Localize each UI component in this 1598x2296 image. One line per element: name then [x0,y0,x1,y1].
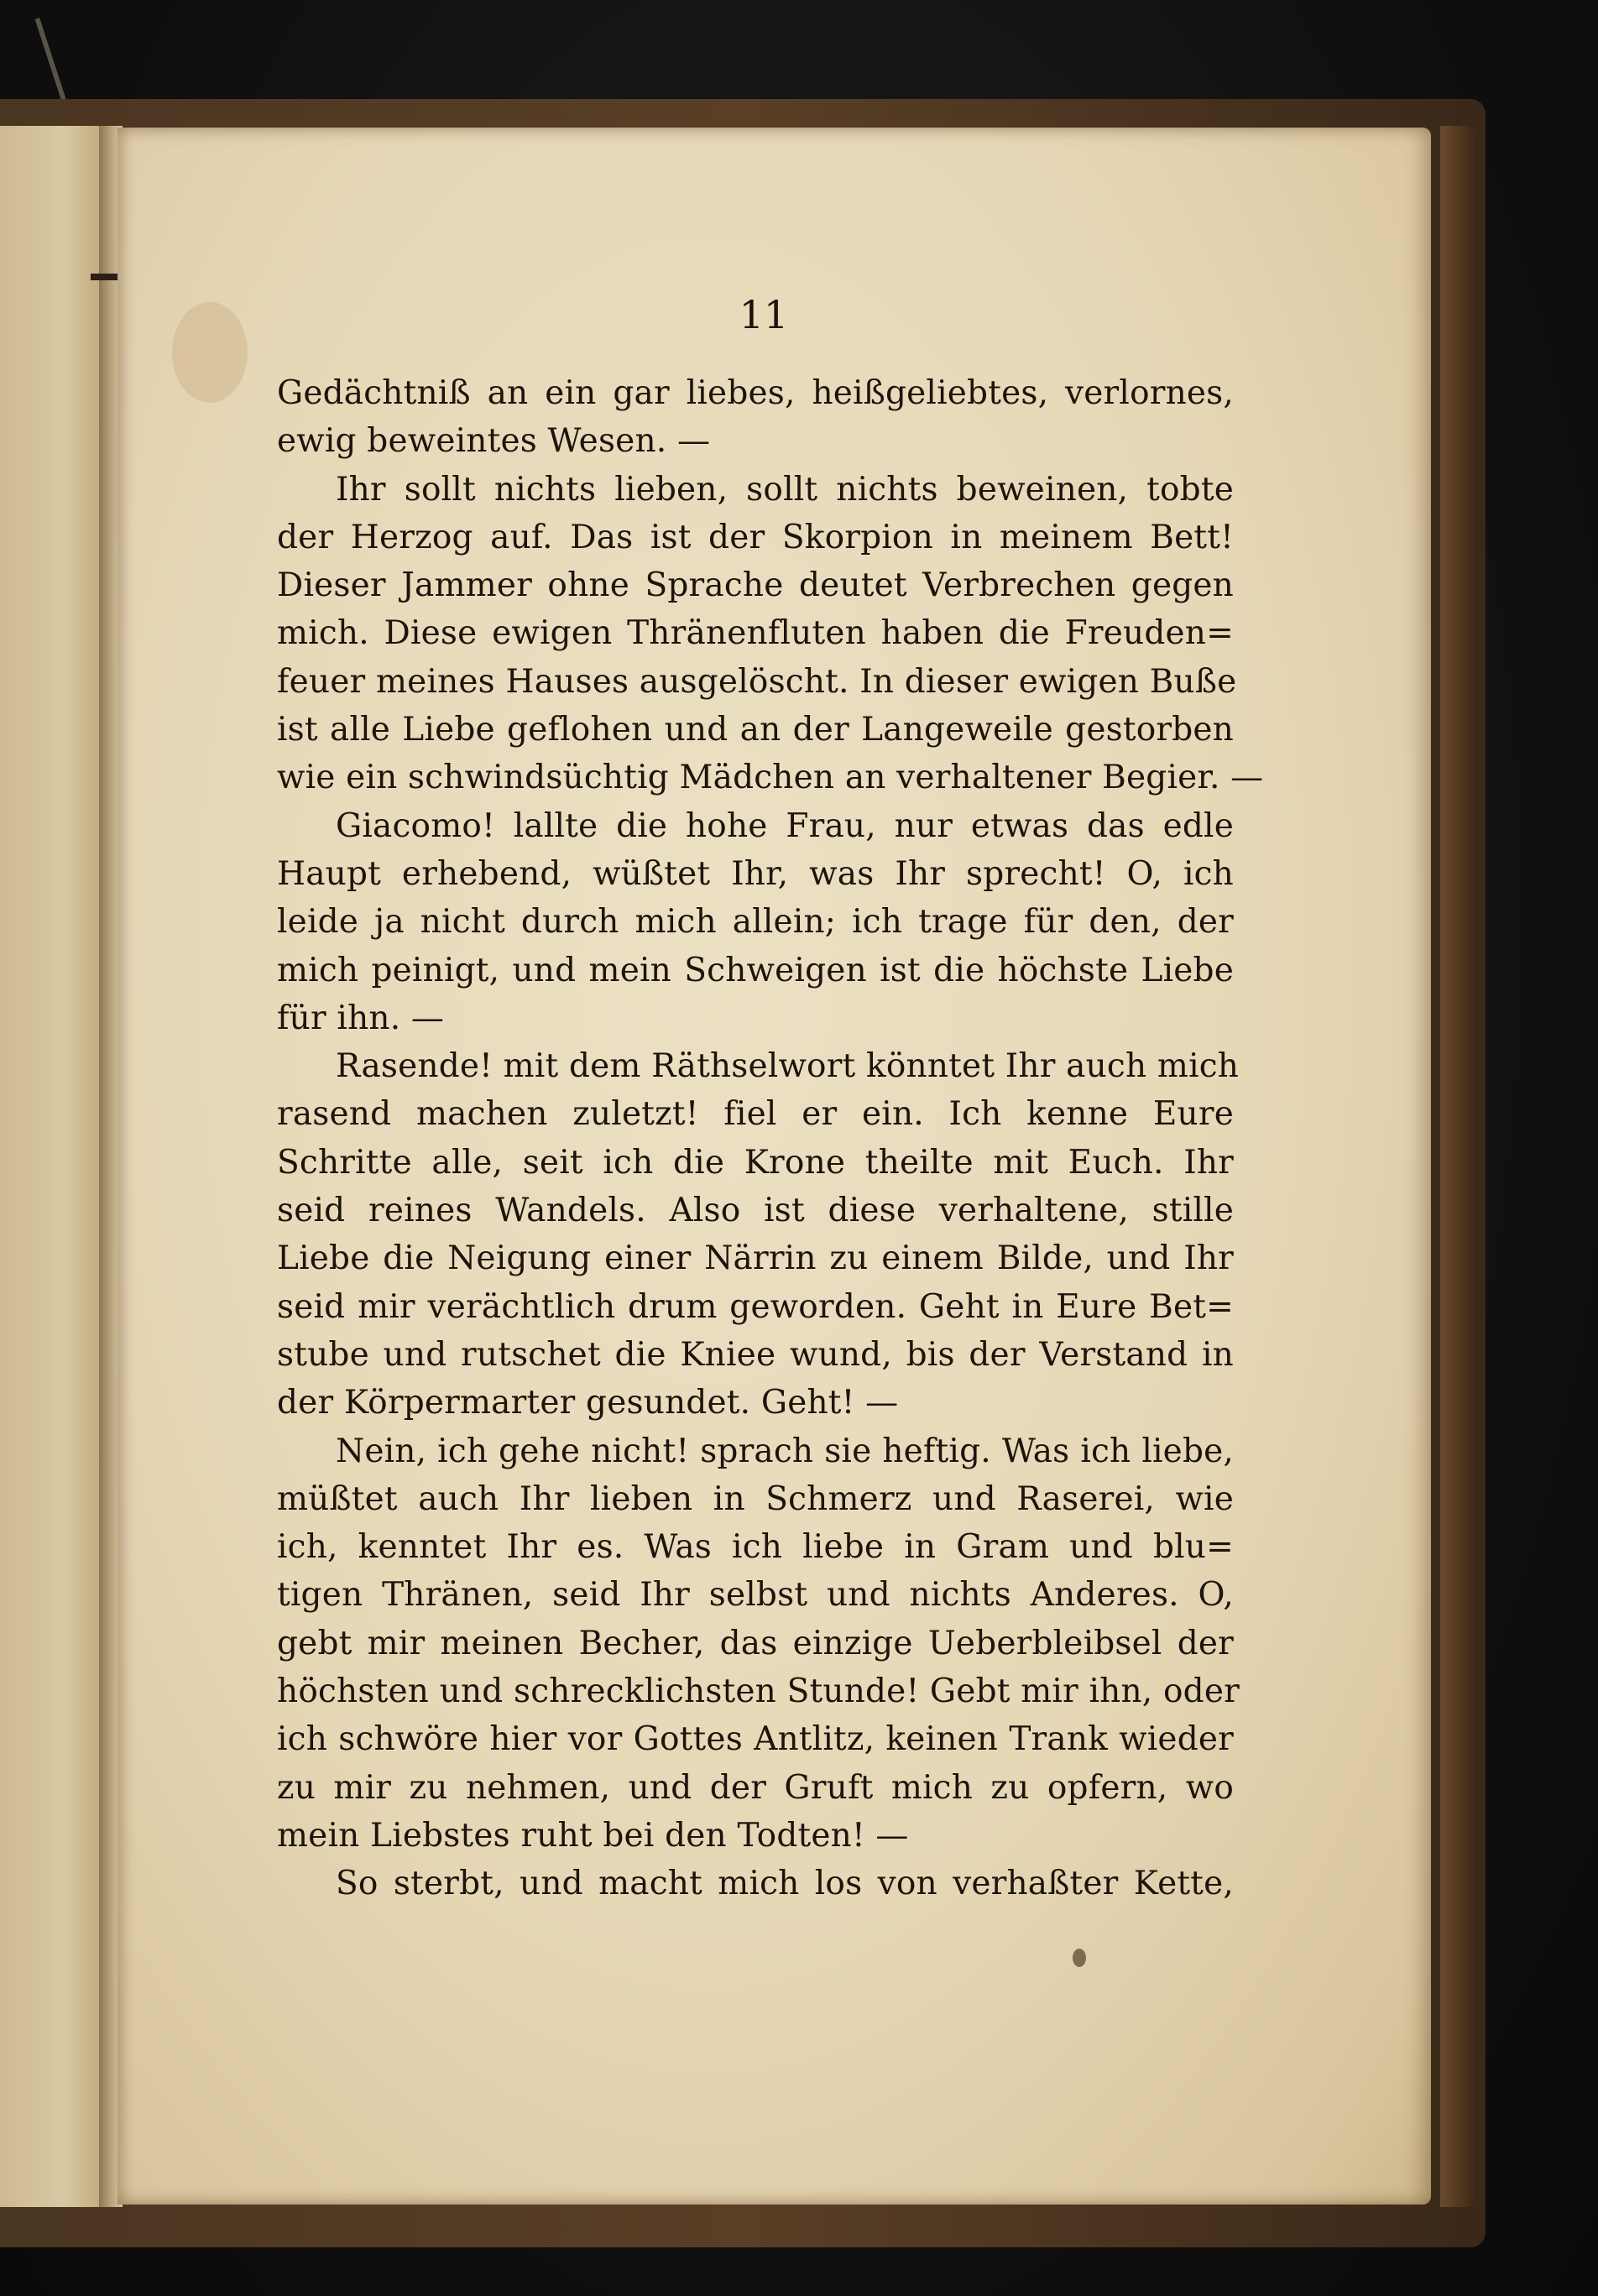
cover-edge [1440,126,1477,2207]
text-line: mich. Diese ewigen Thränenfluten haben die Freuden= [277,614,1234,653]
body-text [277,369,1264,1908]
page-number: 11 [739,292,789,337]
text-line: gebt mir meinen Becher, das einzige Ueberbleibsel der [277,1624,1234,1662]
text-line: Gedächtniß an ein gar liebes, heißgeliebtes, verlornes, [277,374,1234,412]
text-line: Giacomo! lallte die hohe Frau, nur etwas das edle [336,806,1234,845]
text-line: wie ein schwindsüchtig Mädchen an verhaltener Begier. — [277,759,1264,797]
text-line: mein Liebstes ruht bei den Todten! — [277,1816,909,1855]
text-line: ich schwöre hier vor Gottes Antlitz, keinen Trank wieder [277,1720,1234,1759]
text-line: Ihr sollt nichts lieben, sollt nichts beweinen, tobte [336,470,1234,509]
text-line: Haupt erhebend, wüßtet Ihr, was Ihr sprecht! O, ich [277,854,1234,893]
text-line: Dieser Jammer ohne Sprache deutet Verbrechen gegen [277,566,1234,605]
text-line: ich, kenntet Ihr es. Was ich liebe in Gram und blu= [277,1528,1234,1567]
text-line: ist alle Liebe geflohen und an der Langeweile gestorben [277,711,1234,749]
text-line: müßtet auch Ihr lieben in Schmerz und Raserei, wie [277,1479,1234,1518]
ink-spot [1073,1949,1086,1967]
text-line: feuer meines Hauses ausgelöscht. In dieser ewigen Buße [277,662,1237,701]
text-line: zu mir zu nehmen, und der Gruft mich zu opfern, wo [277,1768,1234,1807]
text-line: der Herzog auf. Das ist der Skorpion in meinem Bett! [277,518,1234,556]
text-line: leide ja nicht durch mich allein; ich trage für den, der [277,903,1234,942]
text-line: seid mir verächtlich drum geworden. Geht in Eure Bet= [277,1287,1234,1326]
text-line: der Körpermarter gesundet. Geht! — [277,1384,899,1422]
text-line: Liebe die Neigung einer Närrin zu einem Bilde, und Ihr [277,1239,1234,1278]
text-line: stube und rutschet die Kniee wund, bis der Verstand in [277,1335,1234,1374]
text-line: ewig beweintes Wesen. — [277,422,711,461]
page-stain [172,302,248,403]
text-line: Schritte alle, seit ich die Krone theilte mit Euch. Ihr [277,1143,1234,1182]
text-line: seid reines Wandels. Also ist diese verhaltene, stille [277,1192,1234,1230]
text-line: rasend machen zuletzt! fiel er ein. Ich kenne Eure [277,1095,1234,1134]
text-line: Nein, ich gehe nicht! sprach sie heftig. Was ich liebe, [336,1432,1234,1470]
text-line: Rasende! mit dem Räthselwort könntet Ihr auch mich [336,1047,1240,1086]
text-line: höchsten und schrecklichsten Stunde! Gebt mir ihn, oder [277,1672,1240,1711]
text-line: mich peinigt, und mein Schweigen ist die höchste Liebe [277,951,1234,989]
text-line: für ihn. — [277,999,445,1037]
text-line: tigen Thränen, seid Ihr selbst und nichts Anderes. O, [277,1576,1234,1615]
text-line: So sterbt, und macht mich los von verhaßter Kette, [336,1865,1234,1903]
